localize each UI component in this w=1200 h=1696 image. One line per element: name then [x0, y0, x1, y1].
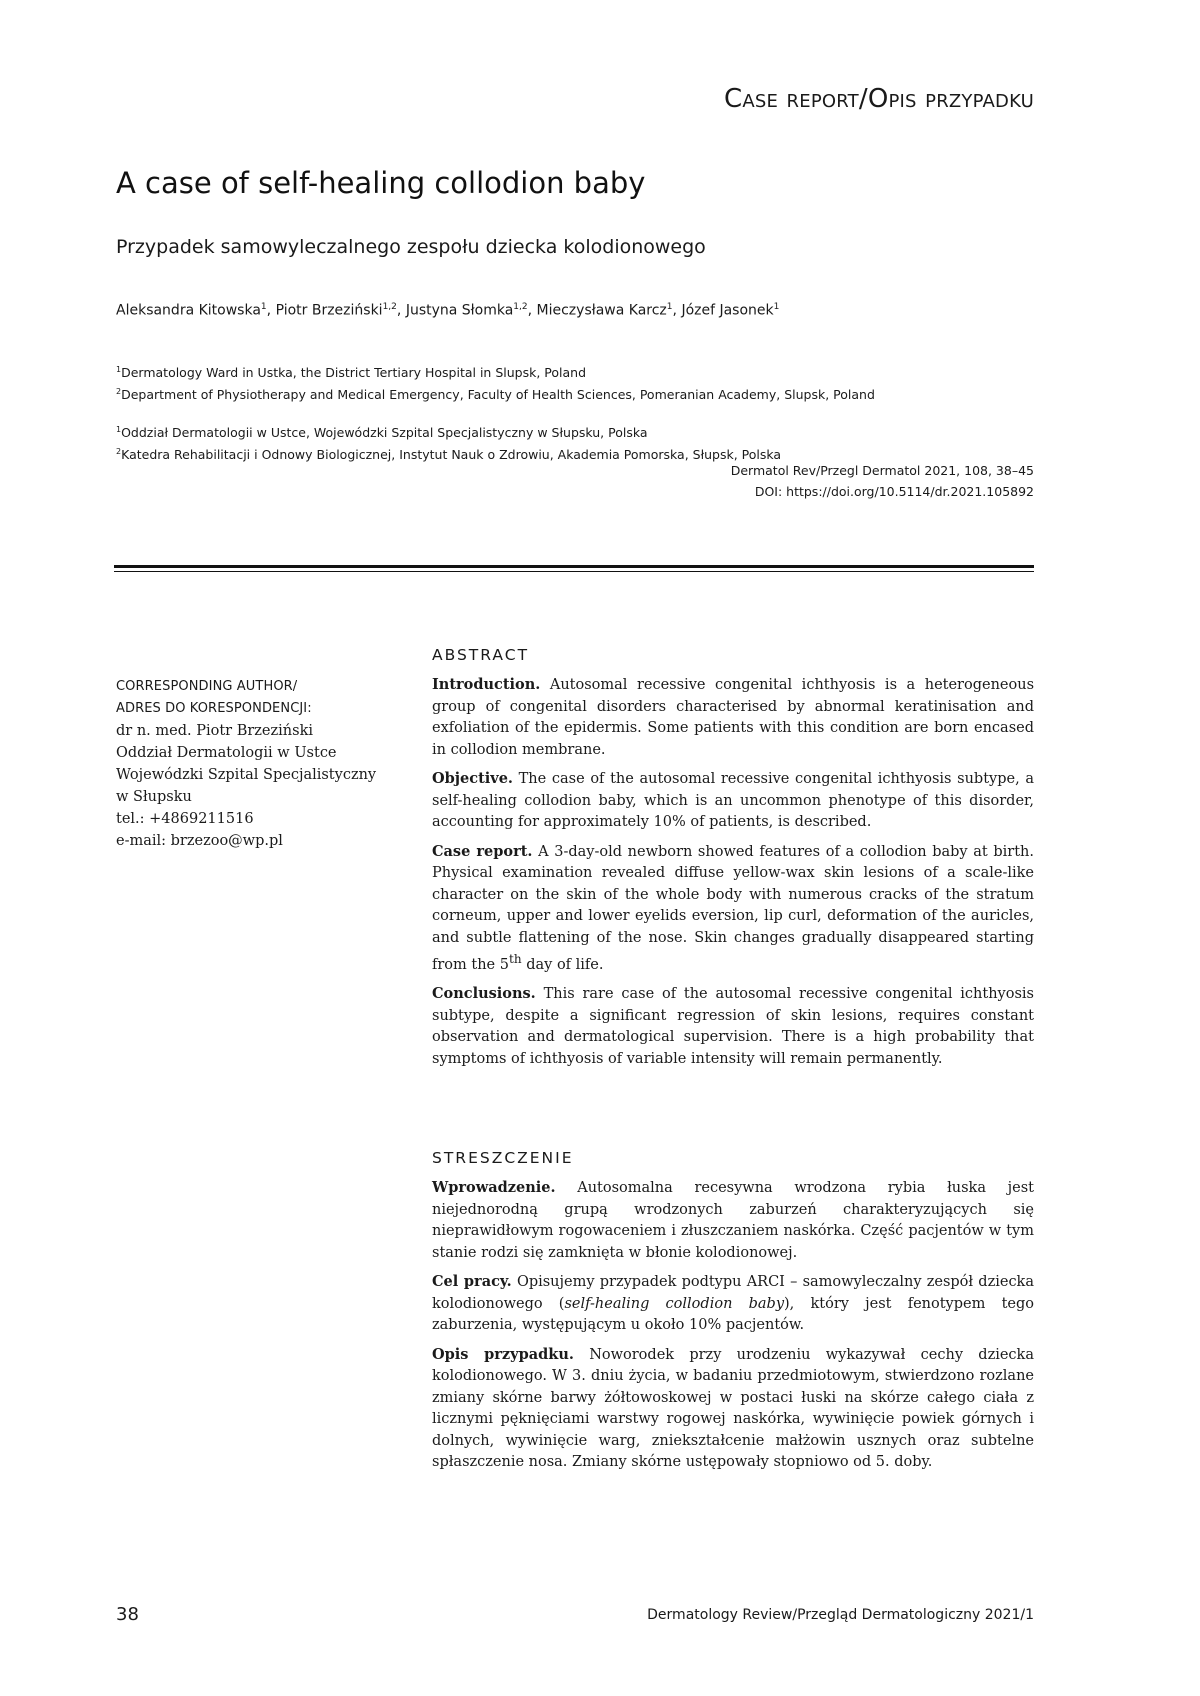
page-number: 38 [116, 1604, 139, 1625]
affiliation-text: Katedra Rehabilitacji i Odnowy Biologicznej, Instytut Nauk o Zdrowiu, Akademia Pomorska, Słupsk, Polska [121, 447, 782, 463]
author-name: Józef Jasonek [681, 302, 774, 319]
article-subtitle: Przypadek samowyleczalnego zespołu dziecka kolodionowego [116, 236, 706, 258]
citation-block [731, 460, 1034, 502]
affiliation-number: 2 [116, 447, 122, 457]
header-divider-thick [114, 565, 1034, 568]
affiliation-line [116, 420, 781, 442]
author-affiliation-ref: 1,2 [382, 302, 397, 312]
author-name: Piotr Brzeziński [275, 302, 383, 319]
paragraph-label: Objective. [432, 770, 513, 787]
paragraph-label: Opis przypadku. [432, 1345, 574, 1363]
streszczenie-section [432, 1149, 1034, 1481]
author-name: Justyna Słomka [405, 302, 514, 319]
author-affiliation-ref: 1 [260, 302, 267, 312]
affiliation-number: 1 [116, 365, 122, 374]
affiliation-number: 1 [116, 425, 122, 434]
author-affiliation-ref: 1,2 [513, 302, 528, 312]
abstract-case-report [432, 841, 1034, 977]
author-name: Mieczysława Karcz [536, 302, 667, 319]
corresponding-heading: CORRESPONDING AUTHOR/ [116, 679, 298, 694]
journal-citation: Dermatol Rev/Przegl Dermatol 2021, 108, 38–45 [730, 463, 1034, 478]
section-label: Case report/Opis przypadku [724, 84, 1034, 114]
footer-journal-name: Dermatology Review/Przegląd Dermatologiczny 2021/1 [647, 1607, 1034, 1623]
paragraph-italic-term: self-healing collodion baby [564, 1295, 785, 1312]
paragraph-label: Wprowadzenie. [432, 1179, 556, 1196]
paragraph-label: Conclusions. [432, 985, 536, 1003]
corresponding-line: dr n. med. Piotr Brzeziński [116, 723, 313, 739]
streszczenie-opis-przypadku [432, 1344, 1034, 1474]
doi-link[interactable]: DOI: https://doi.org/10.5114/dr.2021.105892 [754, 484, 1034, 499]
paragraph-text: day of life. [521, 956, 604, 973]
author-list: Aleksandra Kitowska$^1$, Piotr Brzeziński$^{1,2}$, Justyna Słomka$^{1,2}$, Mieczysława Karcz$^1$, Józef Jasonek$^1$ [116, 302, 780, 319]
affiliations-polish [116, 420, 781, 464]
paragraph-text: The case of the autosomal recessive congenital ichthyosis subtype, a self-healing collodion baby, which is an uncommon phenotype of this disorder, accounting for approximately 10% of patients, is described. [432, 771, 1034, 830]
affiliations-english [116, 360, 875, 404]
corresponding-heading-pl: ADRES DO KORESPONDENCJI: [116, 701, 312, 716]
paragraph-text: Opisujemy przypadek podtypu ARCI – samowyleczalny zespół dziecka kolodionowego ( [432, 1274, 1034, 1312]
corresponding-line: Oddział Dermatologii w Ustce [116, 745, 337, 761]
affiliation-text: Oddział Dermatologii w Ustce, Wojewódzki Szpital Specjalistyczny w Słupsku, Polska [121, 425, 648, 441]
streszczenie-wprowadzenie [432, 1177, 1034, 1264]
author-name: Aleksandra Kitowska [116, 302, 261, 319]
corresponding-email[interactable]: e-mail: brzezoo@wp.pl [116, 833, 283, 849]
paragraph-label: Case report. [432, 842, 533, 860]
corresponding-author-block [116, 676, 426, 852]
header-divider-thin [114, 571, 1034, 572]
paragraph-label: Introduction. [432, 676, 541, 693]
affiliation-text: Dermatology Ward in Ustka, the District Tertiary Hospital in Slupsk, Poland [121, 365, 587, 381]
author-affiliation-ref: 1 [773, 302, 780, 312]
abstract-introduction [432, 674, 1034, 761]
corresponding-line: Wojewódzki Szpital Specjalistyczny [116, 767, 377, 783]
corresponding-line: w Słupsku [116, 789, 192, 805]
streszczenie-heading: STRESZCZENIE [432, 1149, 574, 1167]
abstract-objective [432, 768, 1034, 834]
ordinal-suffix: th [508, 952, 522, 966]
article-title: A case of self-healing collodion baby [116, 166, 646, 200]
paragraph-text: This rare case of the autosomal recessive congenital ichthyosis subtype, despite a significant regression of skin lesions, requires constant observation and dermatological supervision. There is a high probability that symptoms of ichthyosis of variable intensity will remain permanently. [432, 986, 1035, 1067]
author-affiliation-ref: 1 [666, 302, 673, 312]
paragraph-text: Noworodek przy urodzeniu wykazywał cechy dziecka kolodionowego. W 3. dniu życia, w badaniu przedmiotowym, stwierdzono rozlane zmiany skórne barwy żółtowoskowej w postaci łuski na skórze całego ciała z licznymi pęknięciami warstwy rogowej naskórka, wywinięcie powiek górnych i dolnych, wywinięcie warg, zniekształcenie małżowin usznych oraz subtelne spłaszczenie nosa. Zmiany skórne ustępowały stopniowo od 5. doby. [432, 1346, 1034, 1470]
affiliation-text: Department of Physiotherapy and Medical Emergency, Faculty of Health Sciences, Pomeranian Academy, Slupsk, Poland [121, 387, 875, 403]
streszczenie-cel-pracy [432, 1271, 1034, 1337]
paragraph-text: ), który jest fenotypem tego zaburzenia, występującym u około 10% pacjentów. [432, 1295, 1034, 1333]
paragraph-text: Autosomal recessive congenital ichthyosis is a heterogeneous group of congenital disorders characterised by abnormal keratinisation and exfoliation of the epidermis. Some patients with this condition are born encased in collodion membrane. [432, 677, 1035, 758]
abstract-section [432, 646, 1034, 1077]
paragraph-label: Cel pracy. [432, 1273, 512, 1290]
abstract-heading: ABSTRACT [432, 646, 530, 664]
corresponding-phone: tel.: +4869211516 [116, 811, 254, 827]
affiliation-line [116, 442, 781, 464]
paragraph-text: Autosomalna recesywna wrodzona rybia łuska jest niejednorodną grupą wrodzonych zaburzeń charakteryzujących się nieprawidłowym rogowaceniem i złuszczaniem naskórka. Część pacjentów w tym stanie rodzi się zamknięta w błonie kolodionowej. [432, 1180, 1034, 1261]
abstract-conclusions [432, 983, 1034, 1070]
paragraph-text: A 3-day-old newborn showed features of a collodion baby at birth. Physical examination revealed diffuse yellow-wax skin lesions of a scale-like character on the skin of the whole body with numerous cracks of the stratum corneum, upper and lower eyelids eversion, lip curl, deformation of the auricles, and subtle flattening of the nose. Skin changes gradually disappeared starting from the 5 [432, 843, 1035, 973]
affiliation-line [116, 360, 875, 382]
affiliation-number: 2 [116, 387, 122, 397]
affiliation-line [116, 382, 875, 404]
